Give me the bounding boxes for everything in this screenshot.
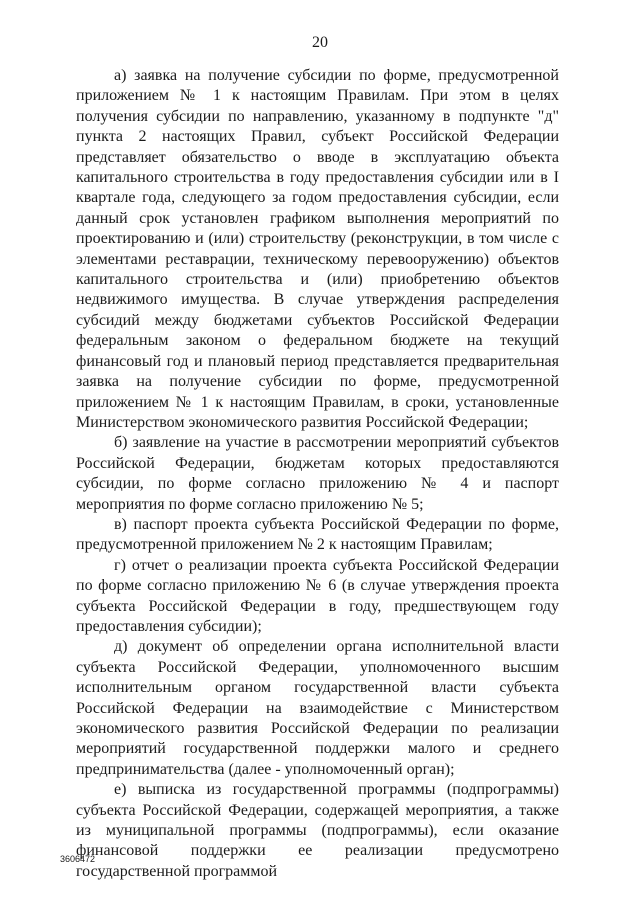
paragraph-e: е) выписка из государственной программы (подпрограммы) субъекта Российской Федерации, содержащей мероприятия, а также из муниципальной программы (подпрограммы), если оказание финансовой поддержки ее реализации предусмотрено государственной программой [76,781,559,880]
paragraph-g: г) отчет о реализации проекта субъекта Российской Федерации по форме согласно приложению № 6 (в случае утверждения проекта субъекта Российской Федерации в году, предшествующем году предоставления субсидии); [76,556,559,635]
paragraph-d: д) документ об определении органа исполнительной власти субъекта Российской Федерации, уполномоченного высшим исполнительным органом государственной власти субъекта Российской Федерации на взаимодействие с Министерством экономического развития Российской Федерации по реализации мероприятий государственной поддержки малого и среднего предпринимательства (далее - уполномоченный орган); [76,638,559,778]
paragraph-b: б) заявление на участие в рассмотрении мероприятий субъектов Российской Федерации, бюджетам которых предоставляются субсидии, по форме согласно приложению № 4 и паспорт мероприятия по форме согласно приложению № 5; [76,434,559,513]
page-number: 20 [312,34,328,51]
paragraph-v: в) паспорт проекта субъекта Российской Федерации по форме, предусмотренной приложением № 2 к настоящим Правилам; [76,515,559,554]
document-code: 3606472 [60,854,96,864]
paragraph-a: а) заявка на получение субсидии по форме, предусмотренной приложением № 1 к настоящим Правилам. При этом в целях получения субсидии по направлению, указанному в подпункте "д" пункта 2 настоящих Правил, субъект Российской Федерации представляет обязательство о вводе в эксплуатацию объекта капитального строительства в году предоставления субсидии или в I квартале года, следующего за годом предоставления субсидии, если данный срок установлен графиком выполнения мероприятий по проектированию и (или) строительству (реконструкции, в том числе с элементами реставрации, техническому перевооружению) объектов капитального строительства и (или) приобретению объектов недвижимого имущества. В случае утверждения распределения субсидий между бюджетами субъектов Российской Федерации федеральным законом о федеральном бюджете на текущий финансовый год и плановый период представляется предварительная заявка на получение субсидии по форме, предусмотренной приложением № 1 к настоящим Правилам, в сроки, установленные Министерством экономического развития Российской Федерации; [76,67,559,431]
body-text [76,66,559,882]
